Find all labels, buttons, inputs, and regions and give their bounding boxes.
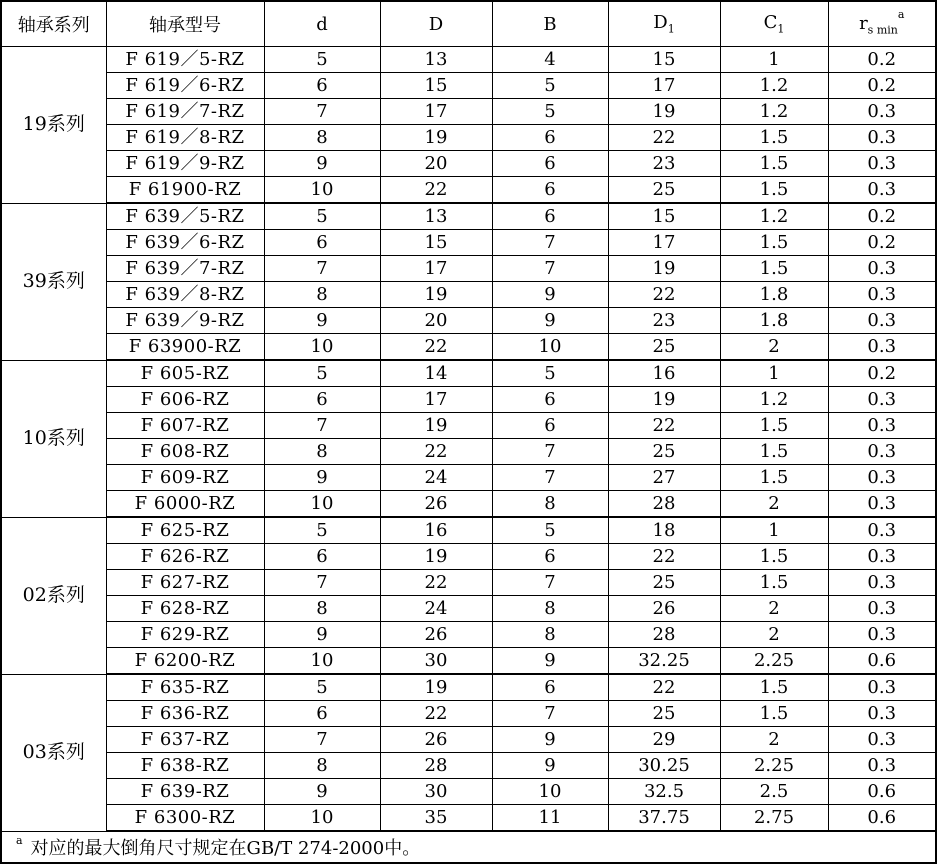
cell-D1: 19 [608, 99, 720, 125]
cell-d: 7 [264, 256, 380, 282]
cell-d: 10 [264, 177, 380, 204]
cell-C1: 1.8 [720, 282, 828, 308]
cell-C1: 2.25 [720, 648, 828, 675]
cell-rs: 0.3 [828, 387, 936, 413]
cell-C1: 1.5 [720, 413, 828, 439]
footnote-marker: a [16, 834, 23, 847]
cell-D: 22 [380, 701, 492, 727]
cell-C1: 2 [720, 727, 828, 753]
cell-D: 26 [380, 622, 492, 648]
cell-d: 5 [264, 360, 380, 387]
cell-D: 22 [380, 334, 492, 361]
cell-D1: 15 [608, 203, 720, 230]
series-group-label: 19系列 [1, 47, 106, 204]
cell-D: 20 [380, 151, 492, 177]
cell-model: F 6200-RZ [106, 648, 264, 675]
cell-d: 6 [264, 387, 380, 413]
cell-B: 6 [492, 151, 608, 177]
cell-C1: 1.2 [720, 203, 828, 230]
header-C1-main: C [763, 12, 778, 34]
table-row [1, 334, 936, 361]
cell-D: 17 [380, 387, 492, 413]
cell-model: F 605-RZ [106, 360, 264, 387]
table-body [1, 47, 936, 832]
cell-d: 9 [264, 465, 380, 491]
table-row [1, 648, 936, 675]
cell-D: 24 [380, 596, 492, 622]
cell-D: 19 [380, 674, 492, 701]
cell-rs: 0.3 [828, 308, 936, 334]
cell-C1: 1.2 [720, 387, 828, 413]
cell-B: 7 [492, 439, 608, 465]
cell-model: F 626-RZ [106, 544, 264, 570]
table-row [1, 622, 936, 648]
cell-model: F 636-RZ [106, 701, 264, 727]
cell-d: 5 [264, 674, 380, 701]
cell-rs: 0.3 [828, 727, 936, 753]
cell-D1: 16 [608, 360, 720, 387]
header-rs-footnote-marker: a [897, 7, 905, 21]
cell-model: F 639／7-RZ [106, 256, 264, 282]
cell-B: 5 [492, 99, 608, 125]
header-D1 [608, 1, 720, 47]
series-group-label: 02系列 [1, 517, 106, 674]
cell-D: 26 [380, 491, 492, 518]
cell-C1: 1.2 [720, 73, 828, 99]
cell-B: 6 [492, 125, 608, 151]
table-row [1, 308, 936, 334]
cell-C1: 1.5 [720, 439, 828, 465]
cell-C1: 1.8 [720, 308, 828, 334]
header-series [1, 1, 106, 47]
cell-d: 6 [264, 230, 380, 256]
header-rs-min [828, 1, 936, 47]
cell-C1: 1.5 [720, 701, 828, 727]
cell-d: 7 [264, 570, 380, 596]
header-C1 [720, 1, 828, 47]
cell-rs: 0.2 [828, 73, 936, 99]
table-row [1, 753, 936, 779]
cell-C1: 1 [720, 360, 828, 387]
table-footer [1, 831, 936, 863]
cell-D1: 23 [608, 308, 720, 334]
cell-model: F 639／8-RZ [106, 282, 264, 308]
table-row [1, 544, 936, 570]
cell-d: 8 [264, 125, 380, 151]
cell-d: 10 [264, 334, 380, 361]
cell-rs: 0.3 [828, 177, 936, 204]
table-row [1, 517, 936, 544]
header-d [264, 1, 380, 47]
header-rs-main: r [859, 12, 868, 34]
cell-D: 30 [380, 779, 492, 805]
cell-C1: 1.5 [720, 465, 828, 491]
cell-D1: 37.75 [608, 805, 720, 832]
cell-model: F 619／5-RZ [106, 47, 264, 73]
cell-d: 5 [264, 203, 380, 230]
header-D1-sub: 1 [667, 22, 675, 36]
footnote-text: 对应的最大倒角尺寸规定在GB/T 274-2000中。 [30, 838, 421, 859]
cell-rs: 0.3 [828, 622, 936, 648]
cell-rs: 0.6 [828, 648, 936, 675]
cell-rs: 0.3 [828, 256, 936, 282]
cell-C1: 2.75 [720, 805, 828, 832]
cell-model: F 619／7-RZ [106, 99, 264, 125]
cell-d: 9 [264, 622, 380, 648]
cell-D1: 18 [608, 517, 720, 544]
cell-C1: 1 [720, 47, 828, 73]
cell-D1: 28 [608, 491, 720, 518]
table-row [1, 779, 936, 805]
cell-D: 35 [380, 805, 492, 832]
cell-rs: 0.3 [828, 465, 936, 491]
cell-C1: 1.5 [720, 570, 828, 596]
cell-D: 17 [380, 256, 492, 282]
cell-D: 13 [380, 47, 492, 73]
cell-D1: 22 [608, 282, 720, 308]
cell-model: F 606-RZ [106, 387, 264, 413]
table-row [1, 282, 936, 308]
table-row [1, 230, 936, 256]
cell-B: 9 [492, 308, 608, 334]
cell-B: 9 [492, 282, 608, 308]
table-row [1, 413, 936, 439]
header-C1-sub: 1 [777, 22, 785, 36]
cell-B: 9 [492, 753, 608, 779]
table-row [1, 805, 936, 832]
cell-rs: 0.3 [828, 413, 936, 439]
cell-d: 7 [264, 99, 380, 125]
header-D1-main: D [653, 12, 668, 34]
table-row [1, 491, 936, 518]
cell-model: F 619／6-RZ [106, 73, 264, 99]
table-row [1, 203, 936, 230]
cell-d: 8 [264, 439, 380, 465]
cell-D1: 19 [608, 387, 720, 413]
cell-D: 15 [380, 73, 492, 99]
table-row [1, 151, 936, 177]
cell-D: 24 [380, 465, 492, 491]
cell-C1: 1.2 [720, 99, 828, 125]
cell-D1: 25 [608, 701, 720, 727]
cell-C1: 1.5 [720, 674, 828, 701]
series-group-label: 10系列 [1, 360, 106, 517]
cell-D1: 15 [608, 47, 720, 73]
cell-D: 28 [380, 753, 492, 779]
cell-rs: 0.3 [828, 570, 936, 596]
header-B [492, 1, 608, 47]
cell-D: 16 [380, 517, 492, 544]
cell-D: 15 [380, 230, 492, 256]
cell-model: F 639／9-RZ [106, 308, 264, 334]
cell-rs: 0.3 [828, 544, 936, 570]
cell-model: F 629-RZ [106, 622, 264, 648]
header-D [380, 1, 492, 47]
cell-D: 22 [380, 177, 492, 204]
series-group-label: 03系列 [1, 674, 106, 831]
cell-model: F 638-RZ [106, 753, 264, 779]
table-row [1, 177, 936, 204]
header-rs-sub: s min [867, 23, 898, 37]
cell-d: 5 [264, 517, 380, 544]
header-D-label: D [428, 13, 444, 35]
cell-B: 6 [492, 413, 608, 439]
cell-B: 5 [492, 73, 608, 99]
cell-B: 7 [492, 465, 608, 491]
header-model-label: 轴承型号 [149, 15, 221, 36]
table-row [1, 125, 936, 151]
cell-B: 6 [492, 177, 608, 204]
header-series-label: 轴承系列 [17, 15, 90, 36]
cell-C1: 1.5 [720, 151, 828, 177]
cell-d: 7 [264, 727, 380, 753]
cell-rs: 0.6 [828, 779, 936, 805]
cell-d: 8 [264, 753, 380, 779]
cell-D: 13 [380, 203, 492, 230]
cell-D1: 32.25 [608, 648, 720, 675]
cell-C1: 2 [720, 491, 828, 518]
cell-D: 19 [380, 282, 492, 308]
cell-rs: 0.3 [828, 596, 936, 622]
cell-B: 8 [492, 491, 608, 518]
cell-model: F 639-RZ [106, 779, 264, 805]
cell-C1: 2.5 [720, 779, 828, 805]
cell-d: 6 [264, 701, 380, 727]
cell-model: F 637-RZ [106, 727, 264, 753]
cell-B: 7 [492, 230, 608, 256]
cell-D1: 30.25 [608, 753, 720, 779]
cell-B: 10 [492, 779, 608, 805]
table-row [1, 596, 936, 622]
cell-D: 17 [380, 99, 492, 125]
series-group-label: 39系列 [1, 203, 106, 360]
cell-B: 9 [492, 648, 608, 675]
cell-rs: 0.3 [828, 334, 936, 361]
cell-D1: 32.5 [608, 779, 720, 805]
cell-model: F 61900-RZ [106, 177, 264, 204]
cell-B: 7 [492, 570, 608, 596]
cell-D1: 27 [608, 465, 720, 491]
header-B-label: B [543, 13, 557, 35]
cell-B: 6 [492, 544, 608, 570]
cell-D1: 22 [608, 674, 720, 701]
cell-D1: 23 [608, 151, 720, 177]
header-d-label: d [316, 13, 328, 35]
cell-model: F 608-RZ [106, 439, 264, 465]
cell-d: 5 [264, 47, 380, 73]
cell-d: 10 [264, 648, 380, 675]
header-model [106, 1, 264, 47]
cell-rs: 0.3 [828, 753, 936, 779]
table-row [1, 99, 936, 125]
cell-D: 26 [380, 727, 492, 753]
cell-rs: 0.3 [828, 517, 936, 544]
cell-model: F 609-RZ [106, 465, 264, 491]
cell-C1: 1.5 [720, 544, 828, 570]
cell-model: F 627-RZ [106, 570, 264, 596]
cell-C1: 1.5 [720, 125, 828, 151]
cell-model: F 619／8-RZ [106, 125, 264, 151]
cell-D1: 26 [608, 596, 720, 622]
cell-B: 5 [492, 360, 608, 387]
cell-rs: 0.3 [828, 701, 936, 727]
table-row [1, 570, 936, 596]
cell-D: 20 [380, 308, 492, 334]
cell-D1: 17 [608, 230, 720, 256]
cell-B: 6 [492, 674, 608, 701]
cell-D1: 22 [608, 413, 720, 439]
cell-rs: 0.6 [828, 805, 936, 832]
table-row [1, 256, 936, 282]
cell-B: 6 [492, 387, 608, 413]
cell-D: 19 [380, 125, 492, 151]
cell-rs: 0.3 [828, 674, 936, 701]
table-row [1, 73, 936, 99]
cell-model: F 639／6-RZ [106, 230, 264, 256]
cell-rs: 0.3 [828, 125, 936, 151]
cell-B: 7 [492, 256, 608, 282]
cell-D: 22 [380, 570, 492, 596]
cell-model: F 63900-RZ [106, 334, 264, 361]
cell-B: 5 [492, 517, 608, 544]
cell-C1: 2.25 [720, 753, 828, 779]
table-row [1, 727, 936, 753]
cell-B: 6 [492, 203, 608, 230]
table-row [1, 701, 936, 727]
cell-D: 14 [380, 360, 492, 387]
cell-model: F 635-RZ [106, 674, 264, 701]
footnote-cell [1, 831, 936, 863]
cell-d: 8 [264, 282, 380, 308]
cell-rs: 0.2 [828, 47, 936, 73]
cell-rs: 0.3 [828, 151, 936, 177]
cell-rs: 0.2 [828, 360, 936, 387]
cell-model: F 628-RZ [106, 596, 264, 622]
cell-D1: 28 [608, 622, 720, 648]
table-row [1, 674, 936, 701]
table-row [1, 47, 936, 73]
cell-D1: 22 [608, 544, 720, 570]
cell-d: 6 [264, 73, 380, 99]
cell-D1: 25 [608, 570, 720, 596]
cell-B: 4 [492, 47, 608, 73]
cell-d: 6 [264, 544, 380, 570]
cell-C1: 1.5 [720, 177, 828, 204]
cell-C1: 1 [720, 517, 828, 544]
cell-D1: 29 [608, 727, 720, 753]
cell-model: F 619／9-RZ [106, 151, 264, 177]
cell-D: 30 [380, 648, 492, 675]
cell-model: F 6000-RZ [106, 491, 264, 518]
cell-B: 8 [492, 622, 608, 648]
cell-model: F 607-RZ [106, 413, 264, 439]
cell-B: 8 [492, 596, 608, 622]
cell-C1: 1.5 [720, 230, 828, 256]
cell-d: 10 [264, 491, 380, 518]
cell-d: 7 [264, 413, 380, 439]
table-row [1, 387, 936, 413]
table-header [1, 1, 936, 47]
cell-rs: 0.2 [828, 203, 936, 230]
cell-B: 11 [492, 805, 608, 832]
footnote-row [1, 831, 936, 863]
cell-C1: 1.5 [720, 256, 828, 282]
cell-B: 10 [492, 334, 608, 361]
cell-D1: 25 [608, 177, 720, 204]
cell-rs: 0.3 [828, 439, 936, 465]
cell-d: 8 [264, 596, 380, 622]
cell-B: 7 [492, 701, 608, 727]
cell-D1: 22 [608, 125, 720, 151]
cell-C1: 2 [720, 596, 828, 622]
cell-D1: 25 [608, 439, 720, 465]
cell-D: 19 [380, 413, 492, 439]
cell-D1: 17 [608, 73, 720, 99]
cell-d: 9 [264, 151, 380, 177]
cell-model: F 639／5-RZ [106, 203, 264, 230]
cell-C1: 2 [720, 622, 828, 648]
cell-d: 9 [264, 308, 380, 334]
cell-rs: 0.3 [828, 491, 936, 518]
table-row [1, 465, 936, 491]
cell-D1: 19 [608, 256, 720, 282]
cell-D1: 25 [608, 334, 720, 361]
table-row [1, 360, 936, 387]
cell-d: 10 [264, 805, 380, 832]
cell-rs: 0.3 [828, 99, 936, 125]
cell-C1: 2 [720, 334, 828, 361]
cell-model: F 625-RZ [106, 517, 264, 544]
table-row [1, 439, 936, 465]
cell-D: 22 [380, 439, 492, 465]
cell-B: 9 [492, 727, 608, 753]
cell-rs: 0.3 [828, 282, 936, 308]
cell-model: F 6300-RZ [106, 805, 264, 832]
cell-d: 9 [264, 779, 380, 805]
cell-rs: 0.2 [828, 230, 936, 256]
header-row [1, 1, 936, 47]
cell-D: 19 [380, 544, 492, 570]
